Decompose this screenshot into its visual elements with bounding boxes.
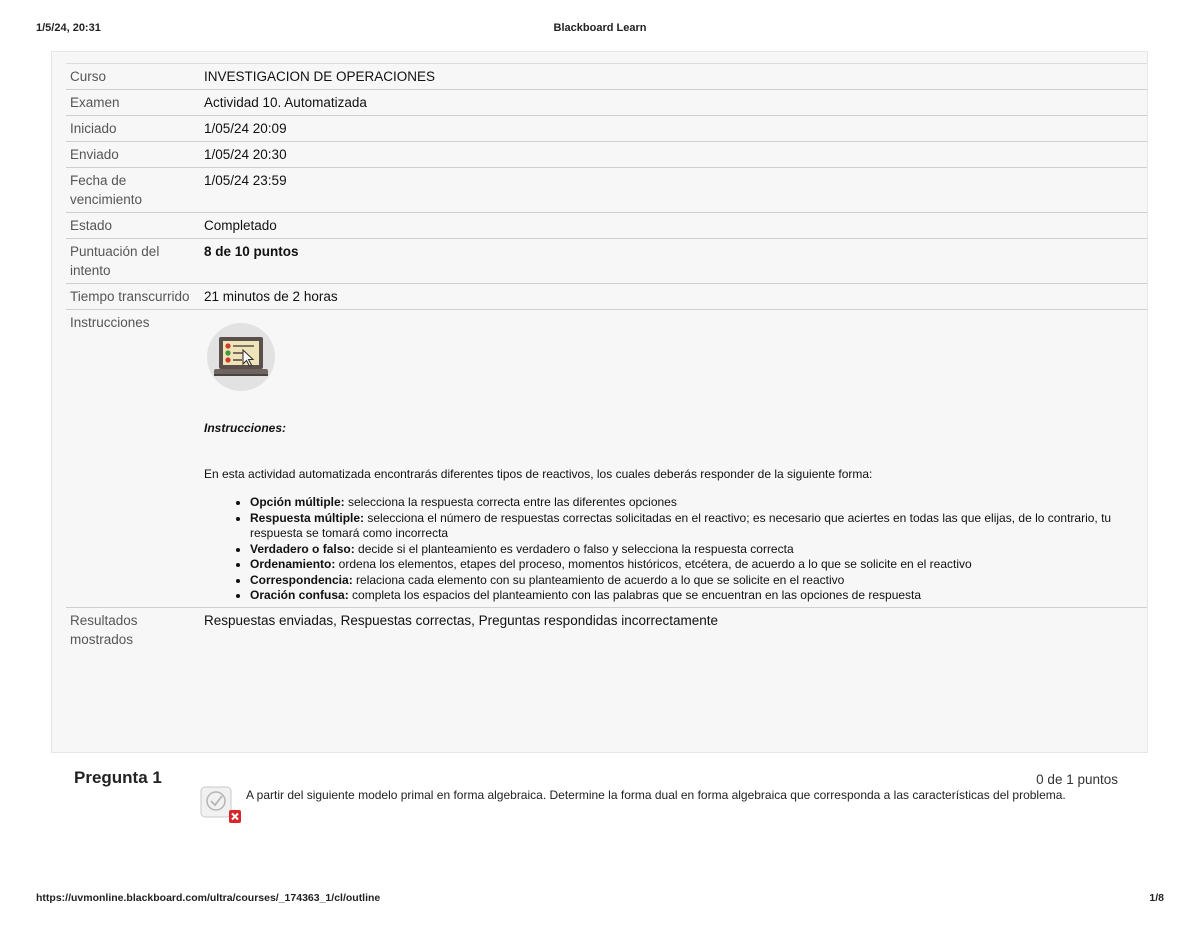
print-header [36, 22, 1164, 38]
score-label: Puntuación del intento [66, 239, 200, 284]
course-label: Curso [66, 64, 200, 90]
status-label: Estado [66, 213, 200, 239]
instructions-content [200, 310, 1147, 608]
incorrect-answer-icon [200, 786, 242, 824]
instructions-list [204, 495, 1143, 604]
submitted-value: 1/05/24 20:30 [200, 142, 1147, 168]
instruction-text: relaciona cada elemento con su planteamiento de acuerdo a lo que se solicite en el reactivo [352, 572, 845, 587]
score-value: 8 de 10 puntos [200, 239, 1147, 284]
summary-row-submitted [66, 142, 1147, 168]
print-date: 1/5/24, 20:31 [36, 22, 101, 34]
summary-row-course [66, 64, 1147, 90]
attempt-summary-table [66, 63, 1147, 652]
print-title: Blackboard Learn [553, 22, 647, 34]
instructions-title: Instrucciones: [204, 421, 287, 435]
started-value: 1/05/24 20:09 [200, 116, 1147, 142]
summary-row-results-shown [66, 607, 1147, 652]
instruction-item [250, 511, 1143, 542]
started-label: Iniciado [66, 116, 200, 142]
summary-row-status [66, 213, 1147, 239]
instruction-term: Verdadero o falso: [250, 541, 355, 556]
instruction-term: Respuesta múltiple: [250, 510, 365, 525]
instruction-item [250, 495, 1143, 511]
instruction-term: Ordenamiento: [250, 557, 336, 571]
instruction-text: selecciona el número de respuestas correctas solicitadas en el reactivo; es necesario que aciertes en todas las que elijas, de lo contrario, tu respuesta se tomará como incorrecta [250, 510, 1112, 540]
summary-row-score [66, 239, 1147, 284]
summary-row-due-date [66, 168, 1147, 213]
status-value: Completado [200, 213, 1147, 239]
question-text: A partir del siguiente modelo primal en forma algebraica. Determine la forma dual en forma algebraica que corresponda a las características del problema. [246, 788, 1066, 802]
summary-row-started [66, 116, 1147, 142]
summary-row-exam [66, 90, 1147, 116]
instruction-item [250, 573, 1143, 589]
due-date-label: Fecha de vencimiento [66, 168, 200, 213]
instructions-intro: En esta actividad automatizada encontrarás diferentes tipos de reactivos, los cuales deberás responder de la siguiente forma: [204, 467, 873, 481]
instruction-text: selecciona la respuesta correcta entre las diferentes opciones [344, 495, 677, 509]
laptop-quiz-icon [206, 322, 276, 392]
time-value: 21 minutos de 2 horas [200, 284, 1147, 310]
print-footer [36, 892, 1164, 906]
instruction-text: ordena los elementos, etapes del proceso, momentos históricos, etcétera, de acuerdo a lo que se solicite en el reactivo [335, 557, 972, 571]
summary-row-instructions [66, 310, 1147, 608]
summary-row-time [66, 284, 1147, 310]
instruction-item [250, 588, 1143, 604]
due-date-value: 1/05/24 23:59 [200, 168, 1147, 213]
exam-label: Examen [66, 90, 200, 116]
results-shown-value: Respuestas enviadas, Respuestas correctas, Preguntas respondidas incorrectamente [200, 607, 1147, 652]
results-shown-label: Resultados mostrados [66, 607, 200, 652]
submitted-label: Enviado [66, 142, 200, 168]
exam-value: Actividad 10. Automatizada [200, 90, 1147, 116]
instruction-term: Correspondencia: [250, 572, 353, 587]
instructions-label: Instrucciones [66, 310, 200, 608]
course-value: INVESTIGACION DE OPERACIONES [200, 64, 1147, 90]
print-url: https://uvmonline.blackboard.com/ultra/courses/_174363_1/cl/outline [36, 892, 381, 904]
instruction-text: completa los espacios del planteamiento con las palabras que se encuentran en las opciones de respuesta [348, 588, 922, 602]
instruction-term: Opción múltiple: [250, 495, 345, 509]
instruction-text: decide si el planteamiento es verdadero o falso y selecciona la respuesta correcta [354, 541, 794, 556]
question-label: Pregunta 1 [74, 768, 162, 787]
instruction-item [250, 542, 1143, 558]
instruction-item [250, 557, 1143, 573]
time-label: Tiempo transcurrido [66, 284, 200, 310]
instruction-term: Oración confusa: [250, 588, 349, 602]
attempt-summary-panel [51, 51, 1148, 753]
question-points: 0 de 1 puntos [1036, 772, 1118, 787]
print-page-number: 1/8 [1149, 892, 1164, 904]
